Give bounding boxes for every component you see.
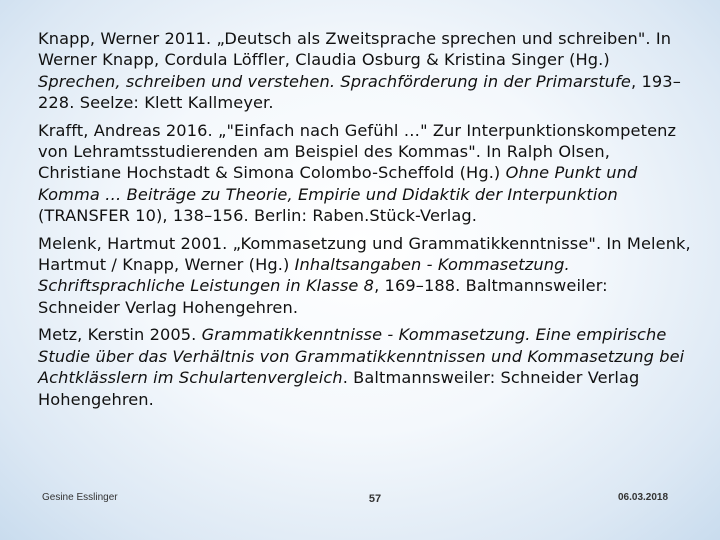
reference-title: Inhaltsangaben - Kommasetzung. Schriftsprachliche Leistungen in Klasse 8 [38,255,570,296]
reference-title: Sprechen, schreiben und verstehen. Sprachförderung in der Primarstufe [38,71,631,91]
reference-text: , 193–228. Seelze: Klett Kallmeyer. [38,71,681,113]
reference-entry [38,233,694,319]
reference-text: Krafft, Andreas 2016. „"Einfach nach Gefühl …" Zur Interpunktionskompetenz von Lehramtsstudierenden am Beispiel des Kommas". In Ralph Olsen, Christiane Hochstadt & Simona Colombo-Scheffold (Hg.) [38,120,677,183]
reference-text: (TRANSFER 10), 138–156. Berlin: Raben.Stück-Verlag. [38,206,478,226]
reference-text: Metz, Kerstin 2005. [38,325,202,345]
reference-text: . Baltmannsweiler: Schneider Verlag Hohengehren. [38,368,640,409]
reference-title: Ohne Punkt und Komma … Beiträge zu Theorie, Empirie und Didaktik der Interpunktion [38,163,638,204]
footer-page-number: 57 [368,493,382,505]
reference-list [38,28,694,416]
reference-title: Grammatikkenntnisse - Kommasetzung. Eine empirische Studie über das Verhältnis von Grammatikkenntnissen und Kommasetzung bei Achtklässlern im Schulartenvergleich [38,325,685,388]
reference-text: Knapp, Werner 2011. „Deutsch als Zweitsprache sprechen und schreiben". In Werner Knapp, Cordula Löffler, Claudia Osburg & Kristina Singer (Hg.) [38,29,672,70]
reference-text: , 169–188. Baltmannsweiler: Schneider Verlag Hohengehren. [38,276,608,317]
reference-entry [38,324,694,410]
footer-author: Gesine Esslinger [42,492,118,503]
reference-text: Melenk, Hartmut 2001. „Kommasetzung und Grammatikkenntnisse". In Melenk, Hartmut / Knapp, Werner (Hg.) [38,233,691,275]
reference-entry [38,28,694,114]
reference-entry [38,120,694,227]
footer-date: 06.03.2018 [618,492,669,503]
